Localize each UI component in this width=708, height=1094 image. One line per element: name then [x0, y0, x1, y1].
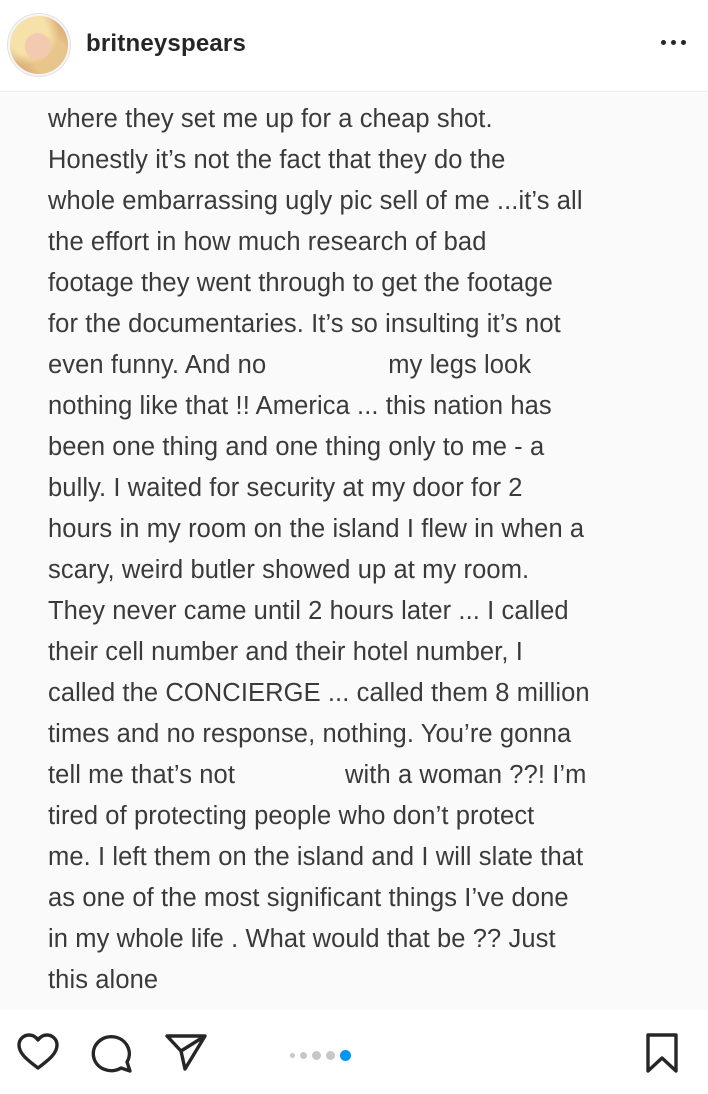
- post-image: [0, 93, 708, 1010]
- text-line: as one of the most significant things I’ve done: [48, 884, 569, 912]
- text-line: footage they went through to get the footage: [48, 269, 553, 297]
- text-line: their cell number and their hotel number, I: [48, 638, 523, 666]
- text-line: tired of protecting people who don’t protect: [48, 802, 535, 830]
- text-line: me. I left them on the island and I will slate that: [48, 843, 584, 871]
- heart-icon[interactable]: [16, 1032, 60, 1072]
- carousel-indicator: [290, 1050, 351, 1061]
- text-line: in my whole life . What would that be ?? Just: [48, 925, 556, 953]
- post-header: [0, 0, 708, 92]
- text-line: scary, weird butler showed up at my room.: [48, 556, 530, 584]
- carousel-dot: [300, 1052, 307, 1059]
- action-bar: [0, 1010, 708, 1094]
- text-segment: tell me that’s not: [48, 761, 236, 789]
- share-icon[interactable]: [163, 1032, 209, 1072]
- post-text: [48, 99, 688, 1001]
- text-line: whole embarrassing ugly pic sell of me ...it’s all: [48, 187, 583, 215]
- text-line: called the CONCIERGE ... called them 8 million: [48, 679, 590, 707]
- text-line: bully. I waited for security at my door for 2: [48, 474, 523, 502]
- carousel-dot: [326, 1051, 335, 1060]
- text-line: where they set me up for a cheap shot.: [48, 105, 493, 133]
- bookmark-icon[interactable]: [644, 1032, 680, 1074]
- text-segment: even funny. And no: [48, 351, 267, 379]
- text-line: for the documentaries. It’s so insulting it’s not: [48, 310, 561, 338]
- text-line: been one thing and one thing only to me - a: [48, 433, 545, 461]
- text-line: They never came until 2 hours later ... I called: [48, 597, 569, 625]
- more-icon[interactable]: [656, 32, 690, 52]
- text-segment: my legs look: [388, 351, 532, 379]
- text-line: hours in my room on the island I flew in when a: [48, 515, 585, 543]
- text-line: this alone: [48, 966, 159, 994]
- avatar[interactable]: [8, 14, 70, 76]
- text-line: the effort in how much research of bad: [48, 228, 487, 256]
- username[interactable]: britneyspears: [86, 30, 247, 57]
- carousel-dot: [290, 1053, 295, 1058]
- text-line: nothing like that !! America ... this nation has: [48, 392, 552, 420]
- text-segment: with a woman ??! I’m: [345, 761, 587, 789]
- text-line: times and no response, nothing. You’re gonna: [48, 720, 572, 748]
- carousel-dot-active: [340, 1050, 351, 1061]
- text-line: [48, 755, 688, 796]
- carousel-dot: [312, 1051, 321, 1060]
- text-line: [48, 345, 688, 386]
- text-line: Honestly it’s not the fact that they do the: [48, 146, 506, 174]
- comment-icon[interactable]: [90, 1032, 134, 1074]
